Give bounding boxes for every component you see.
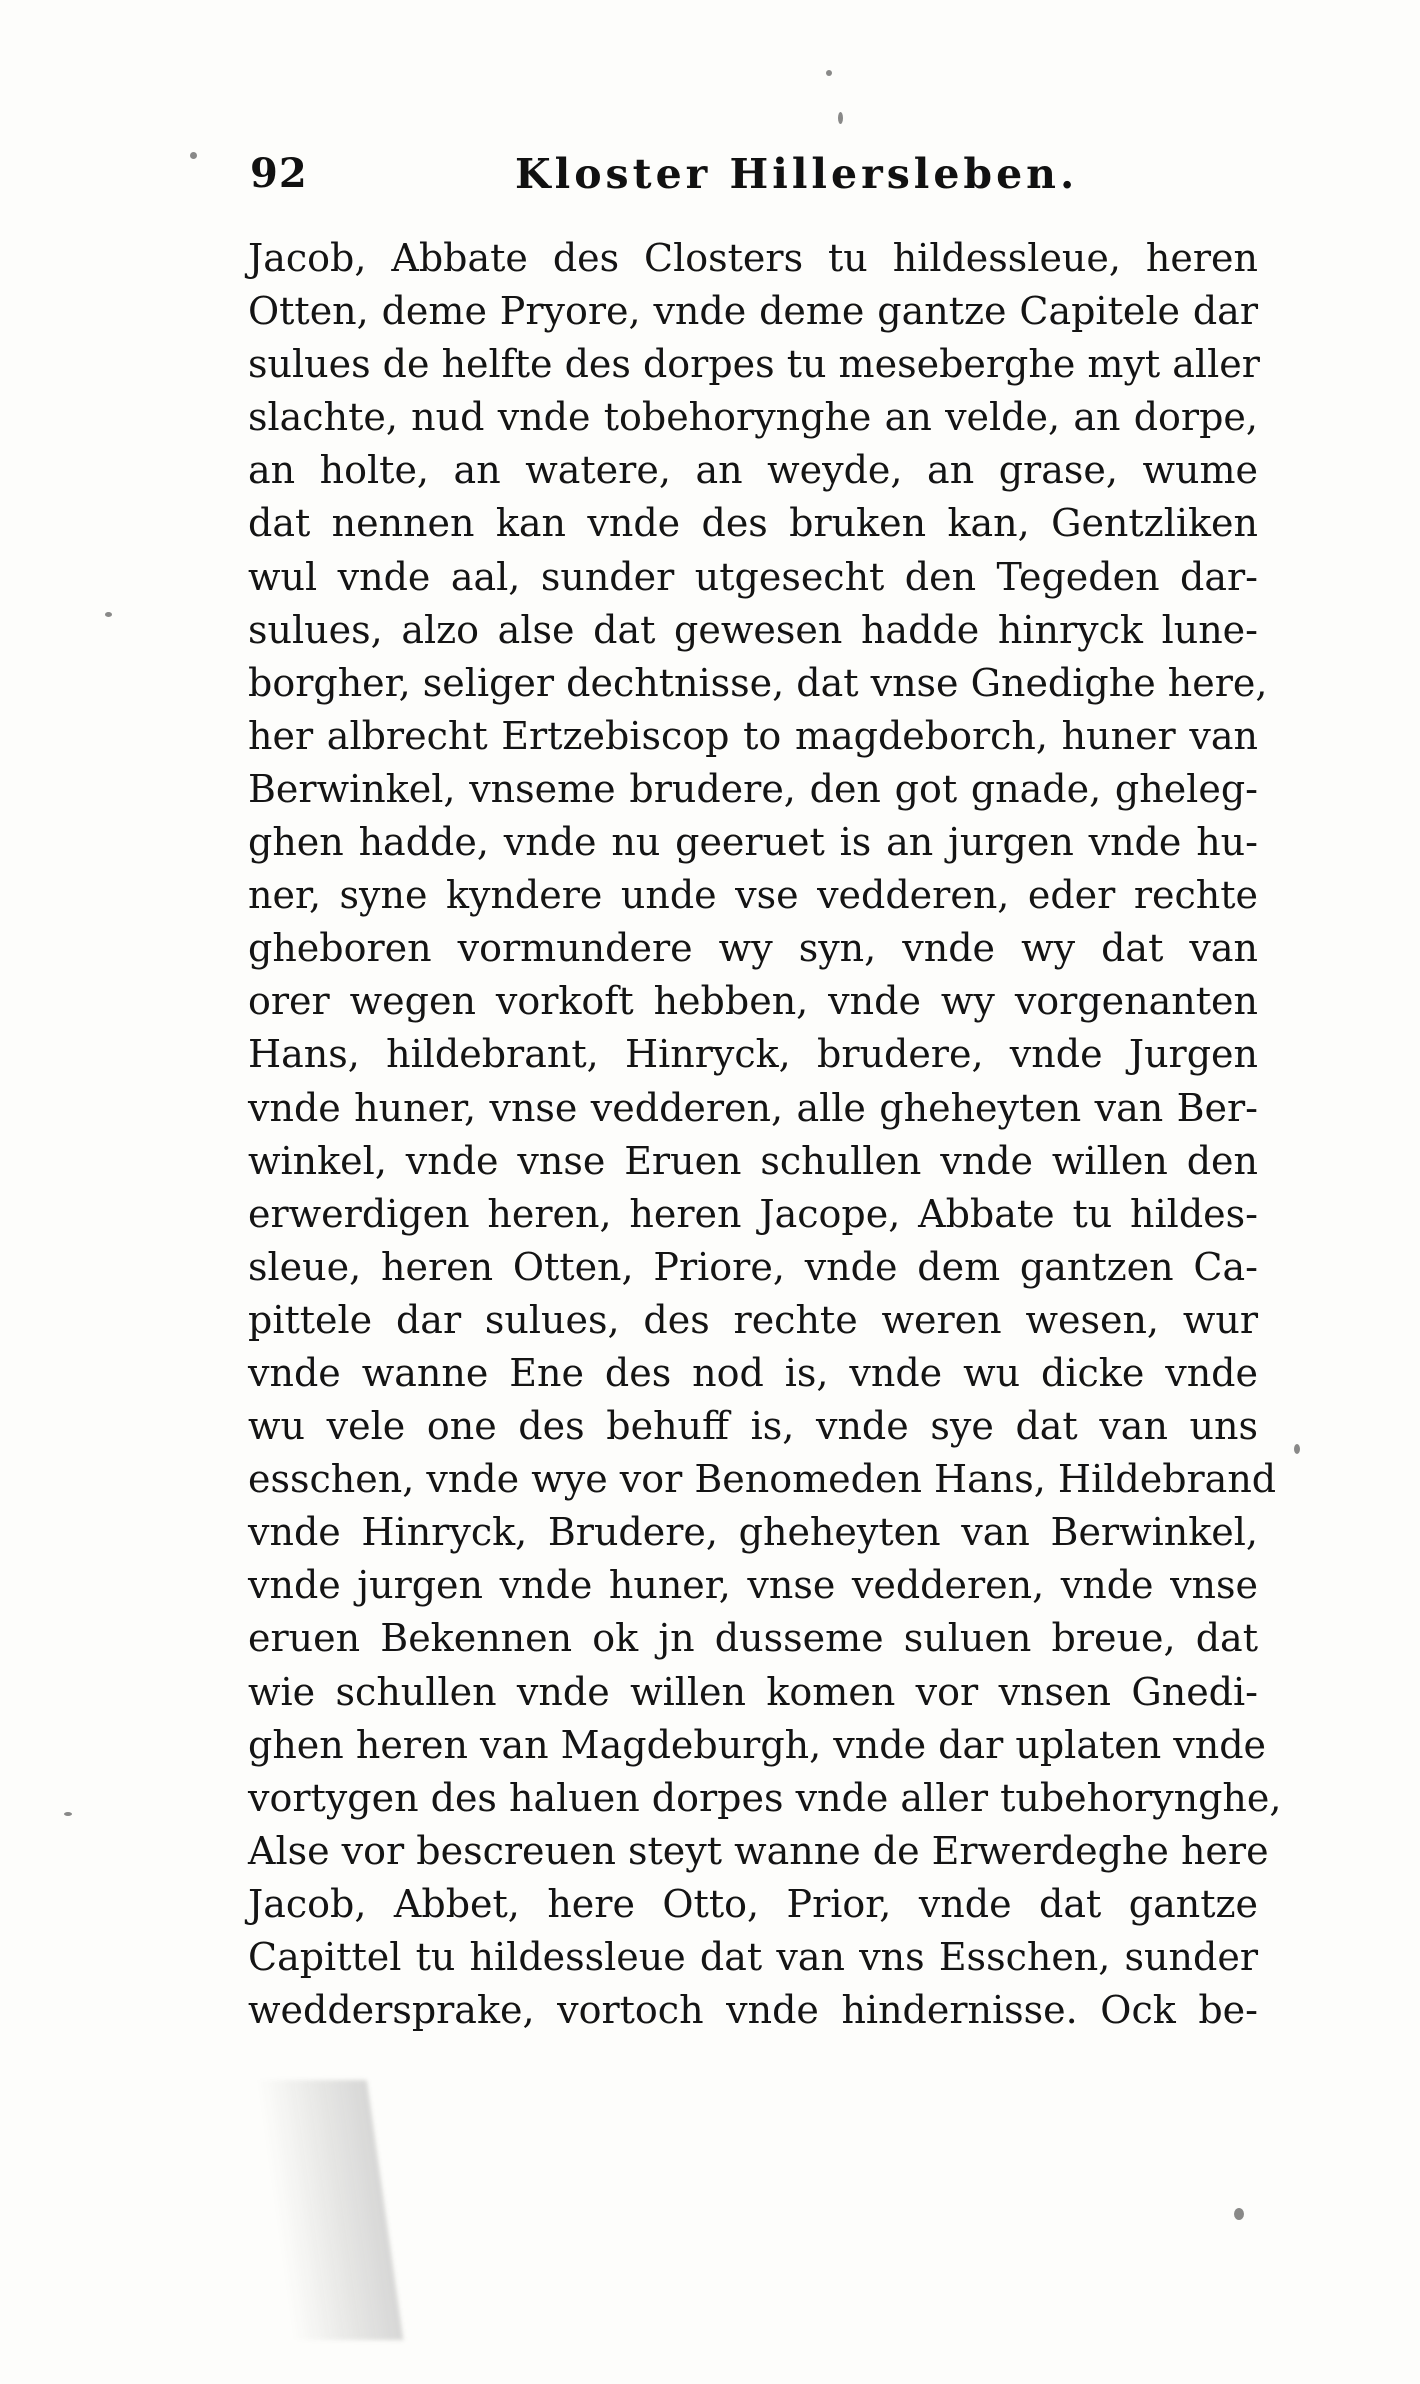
text-line: sulues de helfte des dorpes tu meseberghe myt aller: [248, 342, 1260, 387]
scan-speck: [105, 612, 112, 617]
text-line: Hans, hildebrant, Hinryck, brudere, vnde Jurgen: [248, 1032, 1258, 1077]
text-line: sleue, heren Otten, Priore, vnde dem gantzen Ca-: [248, 1244, 1258, 1289]
text-line: sulues, alzo alse dat gewesen hadde hinryck lune-: [248, 607, 1258, 652]
text-line: her albrecht Ertzebiscop to magdeborch, huner van: [248, 713, 1258, 758]
text-line: slachte, nud vnde tobehorynghe an velde, an dorpe,: [248, 395, 1258, 440]
text-line: pittele dar sulues, des rechte weren wesen, wur: [248, 1297, 1258, 1342]
text-line: borgher, seliger dechtnisse, dat vnse Gnedighe here,: [248, 660, 1268, 705]
text-line: ghen heren van Magdeburgh, vnde dar uplaten vnde: [248, 1722, 1267, 1767]
text-line: erwerdigen heren, heren Jacope, Abbate tu hildes-: [248, 1191, 1258, 1236]
text-line: Alse vor bescreuen steyt wanne de Erwerdeghe here: [248, 1828, 1269, 1873]
text-line: eruen Bekennen ok jn dusseme suluen breue, dat: [248, 1616, 1258, 1661]
text-line: Berwinkel, vnseme brudere, den got gnade, gheleg-: [248, 766, 1258, 811]
text-line: Jacob, Abbate des Closters tu hildessleue, heren: [248, 236, 1258, 280]
scan-speck: [826, 70, 832, 76]
running-title: Kloster Hillersleben.: [515, 150, 1079, 198]
text-line: Otten, deme Pryore, vnde deme gantze Capitele dar: [248, 289, 1258, 334]
text-line: wie schullen vnde willen komen vor vnsen Gnedi-: [248, 1669, 1258, 1714]
text-line: ner, syne kyndere unde vse vedderen, eder rechte: [248, 873, 1258, 918]
text-line: ghen hadde, vnde nu geeruet is an jurgen vnde hu-: [248, 820, 1258, 865]
text-line: dat nennen kan vnde des bruken kan, Gentzliken: [248, 501, 1258, 546]
text-line: orer wegen vorkoft hebben, vnde wy vorgenanten: [248, 979, 1258, 1024]
text-line: vnde wanne Ene des nod is, vnde wu dicke vnde: [248, 1350, 1258, 1395]
scan-smudge: [257, 2080, 404, 2340]
body-text: [248, 232, 1282, 2037]
text-line: vnde jurgen vnde huner, vnse vedderen, vnde vnse: [248, 1563, 1258, 1608]
text-line: vortygen des haluen dorpes vnde aller tubehorynghe,: [248, 1775, 1282, 1820]
page-header: [250, 150, 1250, 210]
text-line: Capittel tu hildessleue dat van vns Esschen, sunder: [248, 1935, 1258, 1979]
page-number: 92: [250, 150, 308, 197]
scan-speck: [1234, 2208, 1244, 2220]
text-line: gheboren vormundere wy syn, vnde wy dat van: [248, 926, 1258, 971]
text-line: vnde Hinryck, Brudere, gheheyten van Berwinkel,: [248, 1510, 1258, 1555]
scan-speck: [838, 112, 843, 124]
text-line: an holte, an watere, an weyde, an grase, wume: [248, 448, 1258, 493]
text-line: esschen, vnde wye vor Benomeden Hans, Hildebrand: [248, 1457, 1277, 1502]
scan-speck: [64, 1812, 72, 1816]
text-line: winkel, vnde vnse Eruen schullen vnde willen den: [248, 1138, 1258, 1183]
text-line: Jacob, Abbet, here Otto, Prior, vnde dat gantze: [248, 1881, 1258, 1926]
scan-speck: [190, 152, 197, 159]
text-line: wul vnde aal, sunder utgesecht den Tegeden dar-: [248, 554, 1258, 599]
text-line: weddersprake, vortoch vnde hindernisse. Ock be-: [248, 1988, 1258, 2033]
scan-speck: [1294, 1444, 1300, 1454]
text-line: wu vele one des behuff is, vnde sye dat van uns: [248, 1404, 1258, 1449]
text-line: vnde huner, vnse vedderen, alle gheheyten van Ber-: [248, 1085, 1258, 1130]
